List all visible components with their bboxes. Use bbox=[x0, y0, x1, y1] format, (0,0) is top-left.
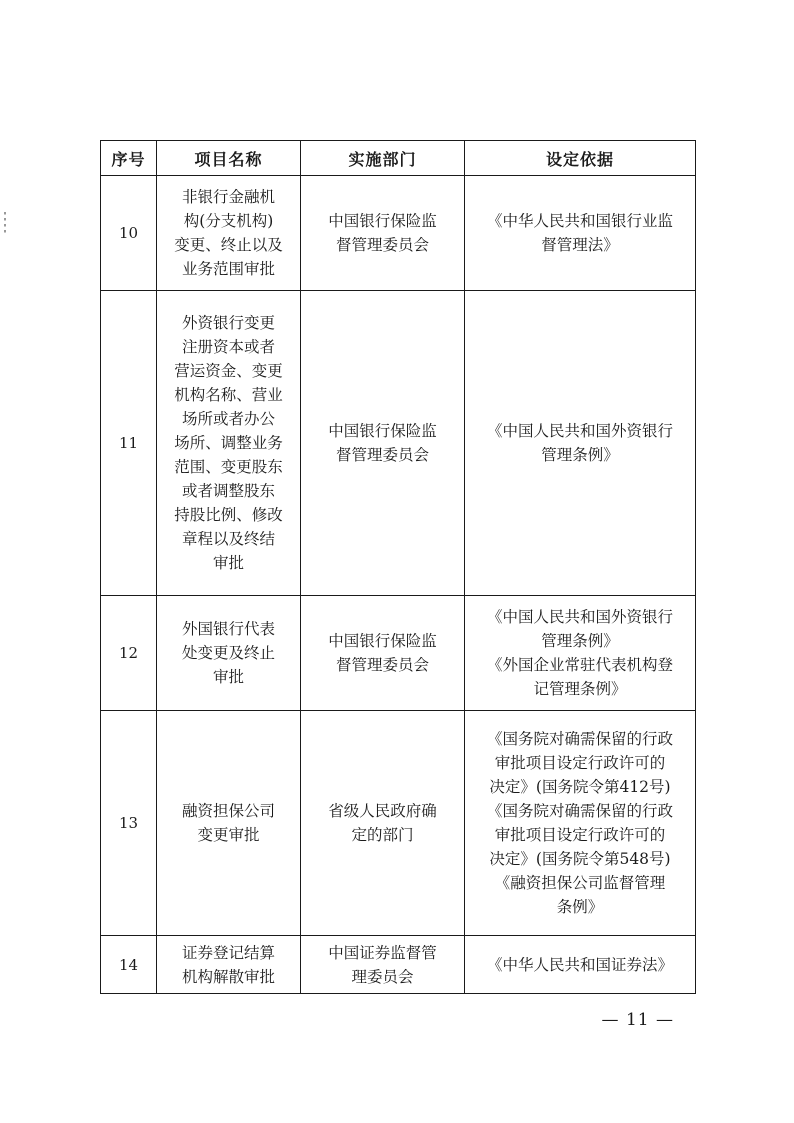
item-name-cell-line: 审批 bbox=[212, 668, 244, 686]
item-name-cell-line: 机构名称、营业 bbox=[174, 386, 283, 404]
item-name-cell-line: 业务范围审批 bbox=[181, 260, 275, 278]
basis-cell-line: 记管理条例》 bbox=[533, 680, 627, 698]
basis-cell-line: 决定》(国务院令第548号) bbox=[489, 850, 671, 868]
department-cell-line: 中国银行保险监 bbox=[328, 422, 437, 440]
item-name-cell-line: 营运资金、变更 bbox=[174, 362, 283, 380]
basis-cell-line: 管理条例》 bbox=[541, 632, 619, 650]
row-index: 10 bbox=[101, 176, 157, 291]
item-name-cell-line: 构(分支机构) bbox=[183, 212, 274, 230]
basis-cell-line: 《中国人民共和国外资银行 bbox=[486, 608, 673, 626]
item-name-cell-line: 外资银行变更 bbox=[181, 314, 275, 332]
basis-cell-line: 督管理法》 bbox=[541, 236, 619, 254]
department-cell bbox=[301, 291, 465, 596]
item-name-cell-line: 非银行金融机 bbox=[181, 188, 275, 206]
item-name-cell-line: 审批 bbox=[212, 554, 244, 572]
basis-cell-line: 《国务院对确需保留的行政 bbox=[486, 730, 673, 748]
basis-cell-line: 《融资担保公司监督管理 bbox=[494, 874, 666, 892]
item-name-cell bbox=[157, 596, 301, 711]
department-cell-line: 理委员会 bbox=[351, 967, 414, 986]
item-name-cell-line: 处变更及终止 bbox=[181, 644, 275, 662]
basis-cell-line: 《外国企业常驻代表机构登 bbox=[486, 656, 673, 674]
table-row bbox=[101, 711, 696, 936]
table-header-row bbox=[101, 141, 696, 176]
department-cell-line: 定的部门 bbox=[351, 826, 414, 844]
table-row bbox=[101, 596, 696, 711]
item-name-cell-line: 范围、变更股东 bbox=[174, 458, 283, 476]
approval-items-table-container bbox=[100, 140, 695, 994]
basis-cell bbox=[465, 596, 696, 711]
header-item-name: 项目名称 bbox=[157, 141, 301, 176]
item-name-cell-line: 融资担保公司 bbox=[181, 802, 275, 820]
department-cell-line: 中国银行保险监 bbox=[328, 632, 437, 650]
basis-cell-line: 《中国人民共和国外资银行 bbox=[486, 422, 673, 440]
department-cell-line: 督管理委员会 bbox=[335, 656, 429, 674]
basis-cell-line: 审批项目设定行政许可的 bbox=[494, 826, 666, 844]
item-name-cell-line: 变更、终止以及 bbox=[174, 236, 283, 254]
basis-cell-line: 《中华人民共和国银行业监 bbox=[486, 212, 673, 230]
row-index: 12 bbox=[101, 596, 157, 711]
item-name-cell-line: 持股比例、修改 bbox=[174, 506, 283, 524]
table-body bbox=[101, 176, 696, 994]
department-cell-line: 中国银行保险监 bbox=[328, 212, 437, 230]
department-cell bbox=[301, 176, 465, 291]
basis-cell-line: 《中华人民共和国证券法》 bbox=[486, 955, 673, 974]
department-cell bbox=[301, 596, 465, 711]
department-cell-line: 督管理委员会 bbox=[335, 446, 429, 464]
row-index: 13 bbox=[101, 711, 157, 936]
item-name-cell bbox=[157, 291, 301, 596]
item-name-cell-line: 变更审批 bbox=[197, 826, 260, 844]
item-name-cell-line: 机构解散审批 bbox=[181, 967, 275, 986]
basis-cell bbox=[465, 936, 696, 994]
approval-items-table bbox=[100, 140, 696, 994]
table-row bbox=[101, 936, 696, 994]
basis-cell-line: 条例》 bbox=[556, 898, 604, 916]
header-index: 序号 bbox=[101, 141, 157, 176]
basis-cell-line: 《国务院对确需保留的行政 bbox=[486, 802, 673, 820]
basis-cell bbox=[465, 291, 696, 596]
header-department: 实施部门 bbox=[301, 141, 465, 176]
basis-cell-line: 决定》(国务院令第412号) bbox=[489, 778, 671, 796]
item-name-cell-line: 注册资本或者 bbox=[181, 338, 275, 356]
table-row bbox=[101, 176, 696, 291]
item-name-cell bbox=[157, 936, 301, 994]
item-name-cell-line: 外国银行代表 bbox=[181, 620, 275, 638]
item-name-cell-line: 证券登记结算 bbox=[181, 943, 275, 962]
department-cell-line: 督管理委员会 bbox=[335, 236, 429, 254]
department-cell bbox=[301, 711, 465, 936]
table-row bbox=[101, 291, 696, 596]
basis-cell-line: 管理条例》 bbox=[541, 446, 619, 464]
item-name-cell bbox=[157, 711, 301, 936]
department-cell bbox=[301, 936, 465, 994]
item-name-cell-line: 章程以及终结 bbox=[181, 530, 275, 548]
basis-cell bbox=[465, 176, 696, 291]
binding-margin-mark bbox=[4, 212, 6, 236]
page-number: — 11 — bbox=[601, 1010, 674, 1030]
item-name-cell-line: 场所、调整业务 bbox=[174, 434, 283, 452]
item-name-cell-line: 或者调整股东 bbox=[181, 482, 275, 500]
item-name-cell bbox=[157, 176, 301, 291]
department-cell-line: 中国证券监督管 bbox=[328, 943, 437, 962]
department-cell-line: 省级人民政府确 bbox=[328, 802, 437, 820]
row-index: 11 bbox=[101, 291, 157, 596]
basis-cell-line: 审批项目设定行政许可的 bbox=[494, 754, 666, 772]
header-basis: 设定依据 bbox=[465, 141, 696, 176]
row-index: 14 bbox=[101, 936, 157, 994]
basis-cell bbox=[465, 711, 696, 936]
item-name-cell-line: 场所或者办公 bbox=[181, 410, 275, 428]
